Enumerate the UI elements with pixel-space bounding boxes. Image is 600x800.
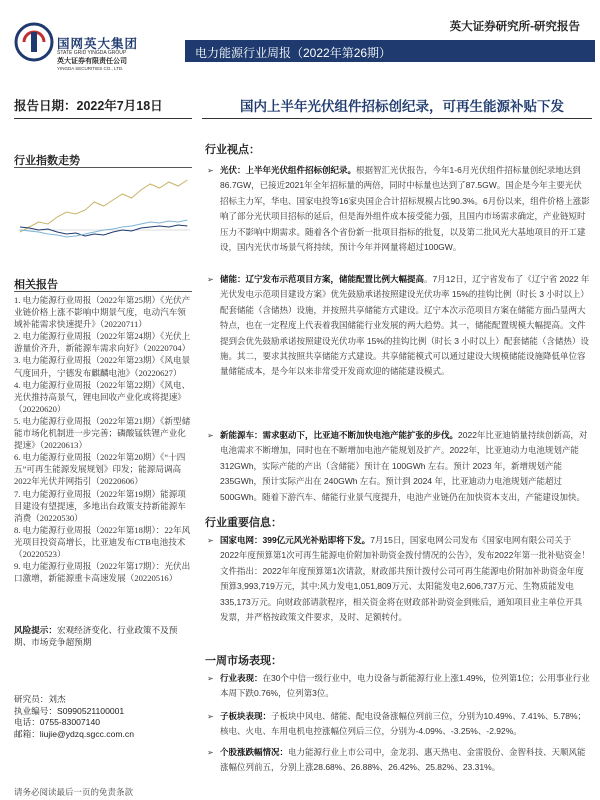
risk-label: 风险提示： — [14, 625, 57, 635]
paragraph-ev — [207, 428, 590, 505]
views-title: 行业视点： — [205, 144, 260, 156]
market-stocks — [207, 745, 590, 776]
divider — [202, 118, 592, 119]
para-heading: 光伏：上半年光伏组件招标创纪录。 — [220, 165, 357, 175]
para-text: 在30个中信一级行业中，电力设备与新能源行业上涨1.49%，位列第1位；公用事业行业本周下跌0.76%，位列第3位。 — [220, 673, 590, 699]
para-heading: 新能源车：需求驱动下，比亚迪不断加快电池产能扩张的步伐。 — [220, 430, 459, 440]
para-text: 7月15日，国家电网公司发布《国家电网有限公司关于2022年度预算第1次可再生能源电价附加补助资金拨付情况的公告》，发布2022年第一批补贴资金！文件指出：2022年年度预算第1次请款，财政部共预计拨付公司可再生能源电价附加补助资金年度预算3,993,719万元，其中:风力发电1,051,809万元、太阳能发电2,606,737万元、生物质能发电335,173万元。向财政部请款程序，相关资金将在财政部补助资金到账后，通知项目业主单位开具发票，并严格按政策文件要求，及时、足额转付。 — [220, 535, 590, 623]
email[interactable]: 邮箱：liujie@ydzq.sgcc.com.cn — [14, 728, 134, 739]
banner-text: 电力能源行业周报（2022年第26期） — [195, 46, 392, 60]
para-text: 子板块中风电、储能、配电设备涨幅位列前三位，分别为10.49%、7.41%、5.78%；核电、火电、车用电机电控涨幅位列后三位，分别为-4.09%、-3.25%、-2.92%。 — [220, 711, 587, 737]
market-industry — [207, 671, 590, 702]
report-title: 国内上半年光伏组件招标创纪录，可再生能源补贴下发 — [240, 99, 564, 114]
related-item[interactable]: 8. 电力能源行业周报（2022年第18期）：22年风光项目投资高增长，比亚迪发布CTB电池技术（20220523） — [14, 524, 191, 559]
market-title: 一周市场表现： — [205, 655, 282, 667]
market-subsector — [207, 709, 590, 740]
bullet-icon: ➢ — [207, 431, 214, 440]
series-line — [20, 220, 187, 237]
news-title: 行业重要信息： — [205, 517, 282, 529]
divider — [14, 291, 192, 292]
phone: 电话：0755-83007140 — [14, 717, 100, 727]
divider — [14, 118, 192, 119]
related-item[interactable]: 4. 电力能源行业周报（2022年第22期）《风电、光伏推持高景气，锂电回收产业化或将提速》（20220620） — [14, 379, 191, 414]
related-item[interactable]: 6. 电力能源行业周报（2022年第20期）《“十四五”可再生能源发展规划》印发；能源局调高2022年光伏并网指引（20220606） — [14, 452, 186, 487]
bullet-icon: ➢ — [207, 536, 214, 545]
bullet-icon: ➢ — [207, 275, 214, 284]
logo-company-en: YINGDA SECURITIES CO., LTD. — [57, 66, 124, 71]
divider — [14, 167, 192, 168]
para-heading: 个股涨跌幅情况： — [220, 747, 289, 757]
logo-mark-icon — [14, 22, 54, 62]
risk-text: 宏观经济变化、行业政策不及预期、市场竞争超预期 — [14, 625, 178, 647]
report-date: 报告日期：2022年7月18日 — [14, 99, 163, 113]
risk-warning — [14, 624, 194, 648]
bullet-icon: ➢ — [207, 748, 214, 757]
bullet-icon: ➢ — [207, 166, 214, 175]
logo-company: 英大证券有限责任公司 — [57, 58, 127, 65]
logo-en: STATE GRID YINGDA GROUP — [57, 50, 127, 56]
related-item[interactable]: 5. 电力能源行业周报（2022年第21期）《新型储能市场化机制进一步完善；磷酸锰铁锂产业化提速》（20220613） — [14, 415, 191, 451]
related-item[interactable]: 1. 电力能源行业周报（2022年第25期）《光伏产业链价格上涨不影响中期景气度，电动汽车领域补能需求快速提升》（20220711） — [14, 295, 191, 330]
footer-disclaimer: 请务必阅读最后一页的免责条款 — [14, 787, 134, 797]
para-heading: 行业表现： — [220, 673, 263, 683]
related-item[interactable]: 2. 电力能源行业周报（2022年第24期）《光伏上游量价齐升，新能源车需求向好》（20220704） — [14, 331, 191, 354]
logo-name: 国网英大集团 — [57, 37, 139, 51]
index-trend-chart — [14, 172, 194, 264]
para-text: 电力能源行业上市公司中，金龙羽、惠天热电、金雷股份、金智科技、天顺风能涨幅位列前五，分别上涨28.68%、26.88%、26.42%、25.82%、23.31%。 — [220, 747, 586, 773]
related-item[interactable]: 3. 电力能源行业周报（2022年第23期）《风电景气度回升，宁德发布麒麟电池》（20220627） — [14, 355, 191, 378]
para-heading: 储能：辽宁发布示范项目方案，储能配置比例大幅提高 — [220, 274, 425, 284]
related-item[interactable]: 7. 电力能源行业周报（2022年第19期）能源项目建设有望提速，多地出台政策支持新能源车消费（20220530） — [14, 488, 186, 523]
para-heading: 子板块表现： — [220, 711, 272, 721]
paragraph-grid — [207, 533, 590, 625]
series-line — [20, 180, 187, 232]
index-trend-title: 行业指数走势 — [14, 155, 80, 167]
paragraph-storage — [207, 272, 590, 380]
para-text: 2022年比亚迪销量持续创新高，对电池需求不断增加，同时也在不断增加电池产能规划及扩产。2022年，比亚迪动力电池规划产能 312GWh，实际产能的产出（含储能）预计在 100GWh 左右。预计 2023 年，新增规划产能 235GWh，预计实际产出在 240GWh 左右。预计到 2024 年，比亚迪动力电池规划产能超过 500GWh。随着下游汽车、储能行业景气度提升，电池产业链仍在加快资本支出，产能建设加快。 — [220, 430, 588, 502]
related-title: 相关报告 — [14, 279, 58, 291]
bullet-icon: ➢ — [207, 712, 214, 721]
analyst-name: 研究员：刘杰 — [14, 694, 66, 704]
related-item[interactable]: 9. 电力能源行业周报（2022年第17期）：光伏出口激增，新能源重卡高速发展（20220516） — [14, 561, 191, 584]
para-text: 根据智汇光伏报告，今年1-6月光伏组件招标量创纪录地达到86.7GW，已接近2021年全年招标量的两倍，同时中标量也达到了87.5GW。国企是今年主要光伏招标主力军，华电、国家电投等16家央国企合计招标规模占比90.3%。6月份以来，组件价格上涨影响了部分光伏项目招标的延后，但是海外组件成本接受能力强，且国内市场需求确定，产业链短时压力不影响中期需求。随着各个省份新一批项目指标的批复，以及第二批风光大基地项目的开工建设，国内光伏市场景气将持续，预计今年并网量将超过100GW。 — [220, 165, 590, 253]
license-number: 执业编号：S0990521100001 — [14, 705, 125, 716]
paragraph-solar — [207, 163, 590, 255]
bullet-icon: ➢ — [207, 674, 214, 683]
related-reports — [14, 294, 194, 584]
analyst-info — [14, 694, 134, 740]
para-text: 。7月12日，辽宁省发布了《辽宁省 2022 年光伏发电示范项目建设方案》优先鼓励承诺按照建设光伏功率 15%的挂钩比例（时长 3 小时以上）配套储能（含储热）设施，并按照共享储能方式建设。辽宁本次示范项目方案在储能方面凸显两大特点，也在一定程度上代表着我国储能行业发展的两大趋势。其一，储能配置规模大幅提高。文件提到会优先鼓励承诺按照建设光伏功率 15%的挂钩比例（时长 3 小时以上）配套储能（含储热）设施。其二，要求其按照共享储能方式建设。共享储能模式可以通过建设大规模储能设施降低单位容量储能成本，是今年以来非常受开发商欢迎的储能建设模式。 — [220, 274, 590, 377]
institute-label: 英大证券研究所-研究报告 — [449, 21, 580, 33]
para-heading: 国家电网：399亿元风光补贴即将下发。 — [220, 535, 371, 545]
